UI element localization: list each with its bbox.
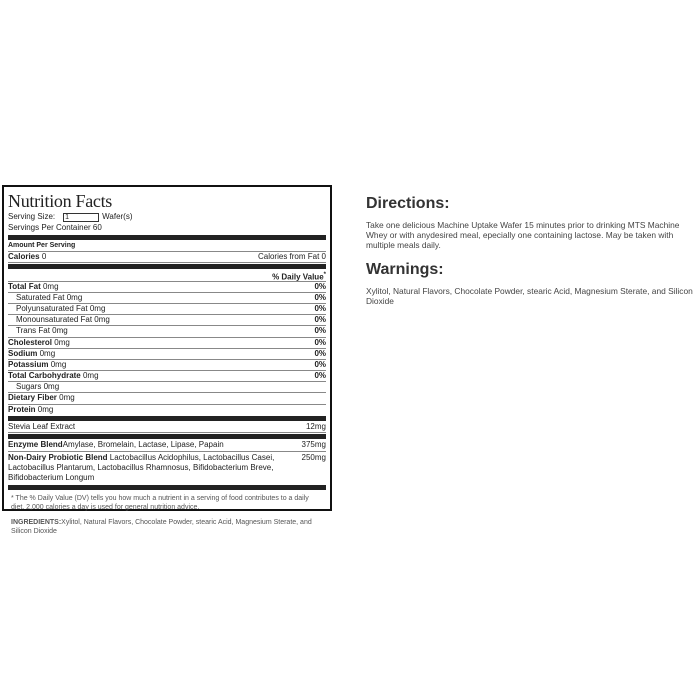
divider-thick [8, 235, 326, 240]
nutrient-dv: 0% [314, 337, 326, 347]
nutrient-amount: 0mg [54, 337, 70, 347]
serving-size-box: 1 [63, 213, 99, 222]
directions-heading: Directions: [366, 195, 450, 212]
calories-label: Calories [8, 252, 40, 262]
stevia-amount: 12mg [305, 421, 326, 431]
directions-text: Take one delicious Machine Uptake Wafer 15 minutes prior to drinking MTS Machine Whey or with anydesired meal, epecially one containing lactose. May be taken with multiple meals daily. [366, 220, 680, 250]
probiotic-amount: 250mg [301, 453, 326, 462]
amount-per-serving-label: Amount Per Serving [8, 242, 76, 249]
nutrition-facts-panel [2, 185, 332, 535]
nutrient-row [8, 304, 326, 315]
nutrient-amount: 0mg [89, 303, 106, 313]
nutrient-row [8, 405, 326, 415]
nutrition-facts-title: Nutrition Facts [8, 191, 112, 211]
daily-value-header-text: % Daily Value [272, 273, 324, 283]
nutrient-name: Total Carbohydrate [8, 371, 81, 381]
nutrient-dv: 0% [314, 371, 326, 381]
nutrient-name: Polyunsaturated Fat [16, 303, 88, 313]
nutrient-amount: 0mg [37, 404, 54, 414]
ingredients [8, 518, 326, 536]
enzyme-text: Amylase, Bromelain, Lactase, Lipase, Papain [62, 440, 224, 449]
warnings-text: Xylitol, Natural Flavors, Chocolate Powder, stearic Acid, Magnesium Sterate, and Silicon Dioxide [366, 286, 693, 306]
footnote: * The % Daily Value (DV) tells you how much a nutrient in a serving of food contributes to a daily diet. 2,000 calories a day is used for general nutrition advice. [11, 495, 309, 511]
nutrient-name: Potassium [8, 359, 49, 369]
divider-thick [8, 416, 326, 421]
nutrient-row [8, 360, 326, 371]
nutrient-name: Dietary Fiber [8, 393, 57, 403]
daily-value-header-row [8, 270, 326, 281]
nutrient-amount: 0mg [94, 315, 110, 325]
nutrient-name: Cholesterol [8, 337, 53, 347]
nutrient-dv: 0% [314, 303, 326, 313]
enzyme-label: Enzyme Blend [8, 440, 63, 449]
stevia-label: Stevia Leaf Extract [8, 421, 76, 431]
serving-size-unit: Wafer(s) [102, 212, 133, 221]
ingredients-text: Xylitol, Natural Flavors, Chocolate Powder, stearic Acid, Magnesium Sterate, and Silicon Dioxide [11, 519, 312, 535]
nutrient-name: Monounsaturated Fat [16, 315, 93, 325]
nutrient-row [8, 293, 326, 304]
calories-from-fat: Calories from Fat 0 [257, 252, 326, 262]
divider-thick [8, 264, 326, 269]
nutrient-name: Sodium [8, 348, 38, 358]
nutrient-row [8, 349, 326, 360]
nutrient-name: Saturated Fat [16, 292, 65, 302]
serving-size-label: Serving Size: [8, 212, 56, 221]
nutrient-dv: 0% [314, 281, 326, 291]
nutrient-dv: 0% [314, 315, 326, 325]
divider-thick [8, 434, 326, 439]
nutrient-row [8, 382, 326, 393]
nutrient-amount: 0mg [43, 382, 60, 392]
nutrient-amount: 0mg [59, 393, 75, 403]
warnings-heading: Warnings: [366, 261, 444, 278]
ingredients-label: INGREDIENTS: [11, 519, 62, 526]
nutrient-amount: 0mg [39, 348, 56, 358]
nutrient-row [8, 326, 326, 337]
divider-thick [8, 485, 326, 490]
nutrient-amount: 0mg [42, 281, 59, 291]
enzyme-amount: 375mg [301, 440, 326, 449]
nutrient-name: Sugars [16, 382, 42, 392]
nutrient-dv: 0% [314, 348, 326, 358]
nutrient-row [8, 338, 326, 349]
nutrient-amount: 0mg [66, 292, 83, 302]
servings-per-container: Servings Per Container 60 [8, 223, 102, 232]
nutrient-amount: 0mg [50, 359, 67, 369]
nutrient-row [8, 315, 326, 326]
probiotic-label: Non-Dairy Probiotic Blend [8, 453, 108, 462]
nutrient-name: Protein [8, 404, 36, 414]
nutrient-amount: 0mg [82, 371, 99, 381]
nutrient-dv: 0% [314, 359, 326, 369]
probiotic-blend-row [8, 453, 326, 483]
nutrient-amount: 0mg [52, 326, 68, 336]
serving-size-row [8, 211, 326, 223]
enzyme-blend-row [8, 440, 326, 452]
nutrient-dv: 0% [314, 326, 326, 336]
nutrient-name: Trans Fat [16, 326, 50, 336]
calories-row [8, 252, 326, 263]
nutrient-name: Total Fat [8, 281, 41, 291]
amount-per-serving [8, 241, 326, 252]
calories-value: 0 [41, 252, 47, 262]
stevia-row [8, 422, 326, 433]
probiotic-text: Lactobacillus Acidophilus, Lactobacillus Casei, Lactobacillus Plantarum, Lactobacillus Rhamnosus, Bifidobacterium Breve, Bifidobacterium Longum [8, 453, 275, 482]
nutrient-row [8, 282, 326, 293]
directions-warnings-column [366, 194, 700, 306]
nutrient-row [8, 371, 326, 382]
nutrient-dv: 0% [314, 292, 326, 302]
nutrient-row [8, 393, 326, 404]
daily-value-mark: * [323, 272, 326, 279]
